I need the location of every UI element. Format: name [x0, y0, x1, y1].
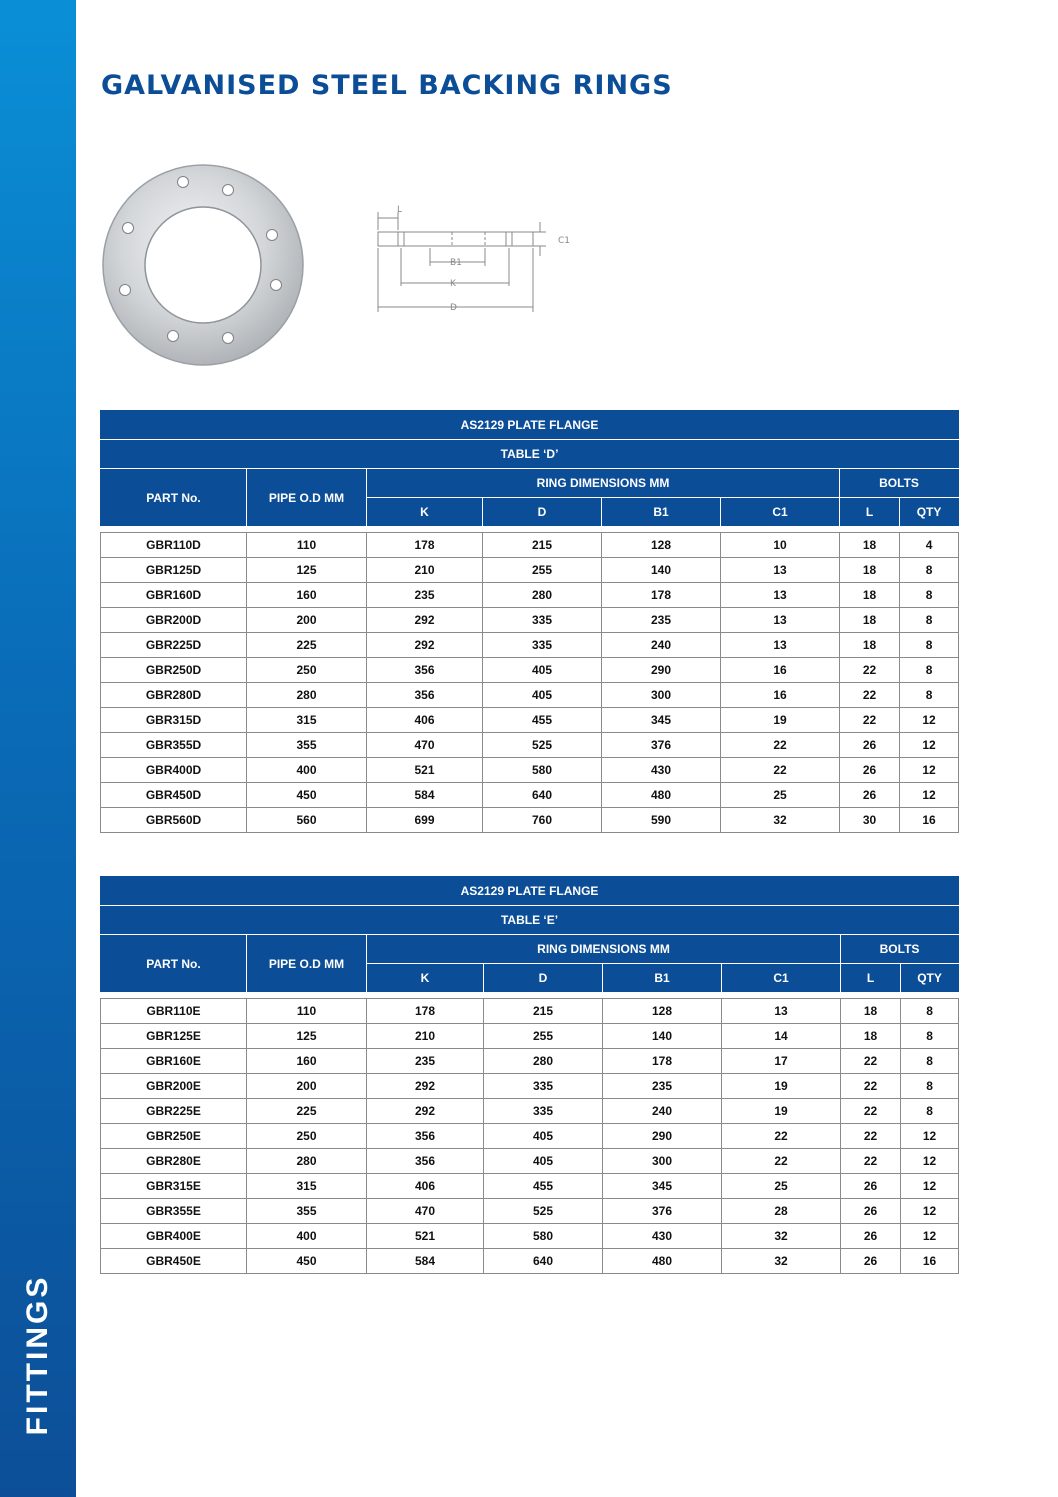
cell-d: 640 — [484, 1249, 603, 1274]
cell-bolt-qty: 12 — [900, 733, 959, 758]
cell-k: 470 — [367, 1199, 484, 1224]
table-row — [101, 1249, 959, 1274]
cell-k: 210 — [367, 1024, 484, 1049]
table-title: AS2129 PLATE FLANGE — [101, 411, 959, 440]
cell-c1: 32 — [721, 808, 840, 833]
cell-b1: 128 — [602, 533, 721, 558]
cell-c1: 13 — [721, 583, 840, 608]
cell-pipe-od: 250 — [247, 658, 367, 683]
cell-bolt-qty: 12 — [901, 1174, 959, 1199]
table-row — [101, 733, 959, 758]
cell-bolt-l: 18 — [840, 558, 900, 583]
cell-part-no: GBR125E — [101, 1024, 247, 1049]
cell-bolt-qty: 8 — [901, 1049, 959, 1074]
cell-bolt-qty: 8 — [900, 658, 959, 683]
cell-part-no: GBR315D — [101, 708, 247, 733]
cell-pipe-od: 355 — [247, 1199, 367, 1224]
cell-bolt-qty: 8 — [900, 683, 959, 708]
cell-d: 215 — [483, 533, 602, 558]
table-row — [101, 708, 959, 733]
cell-k: 584 — [367, 783, 483, 808]
cell-pipe-od: 315 — [247, 708, 367, 733]
cell-bolt-l: 26 — [840, 733, 900, 758]
cell-pipe-od: 200 — [247, 608, 367, 633]
cell-c1: 25 — [721, 783, 840, 808]
cell-bolt-l: 26 — [840, 783, 900, 808]
cell-bolt-qty: 8 — [901, 1074, 959, 1099]
cell-c1: 19 — [722, 1099, 841, 1124]
cell-bolt-qty: 12 — [901, 1224, 959, 1249]
table-row — [101, 1124, 959, 1149]
cell-d: 335 — [484, 1099, 603, 1124]
cell-d: 580 — [483, 758, 602, 783]
cell-c1: 19 — [721, 708, 840, 733]
cell-part-no: GBR280E — [101, 1149, 247, 1174]
cell-c1: 17 — [722, 1049, 841, 1074]
cell-pipe-od: 125 — [247, 1024, 367, 1049]
cell-bolt-l: 22 — [840, 708, 900, 733]
cell-part-no: GBR200E — [101, 1074, 247, 1099]
cell-c1: 19 — [722, 1074, 841, 1099]
cell-bolt-qty: 4 — [900, 533, 959, 558]
cell-k: 292 — [367, 633, 483, 658]
cell-pipe-od: 160 — [247, 1049, 367, 1074]
cell-bolt-l: 22 — [841, 1049, 901, 1074]
table-row — [101, 533, 959, 558]
cell-b1: 430 — [603, 1224, 722, 1249]
cell-bolt-l: 18 — [840, 633, 900, 658]
cell-bolt-l: 30 — [840, 808, 900, 833]
cell-bolt-l: 26 — [841, 1174, 901, 1199]
cell-bolt-qty: 12 — [900, 708, 959, 733]
cell-k: 356 — [367, 1124, 484, 1149]
cell-k: 470 — [367, 733, 483, 758]
cell-bolt-qty: 8 — [901, 1099, 959, 1124]
cell-pipe-od: 400 — [247, 1224, 367, 1249]
diagram-label-b1: B1 — [450, 258, 462, 268]
cell-part-no: GBR250D — [101, 658, 247, 683]
cell-part-no: GBR560D — [101, 808, 247, 833]
cell-bolt-qty: 8 — [900, 633, 959, 658]
table-row — [101, 758, 959, 783]
cell-pipe-od: 560 — [247, 808, 367, 833]
cell-bolt-l: 22 — [841, 1074, 901, 1099]
header-part-no: PART No. — [101, 469, 247, 527]
cell-bolt-l: 26 — [840, 758, 900, 783]
cell-b1: 480 — [602, 783, 721, 808]
cell-k: 178 — [367, 533, 483, 558]
cell-part-no: GBR110E — [101, 999, 247, 1024]
cell-b1: 235 — [603, 1074, 722, 1099]
cell-part-no: GBR160E — [101, 1049, 247, 1074]
cell-d: 760 — [483, 808, 602, 833]
cell-part-no: GBR400E — [101, 1224, 247, 1249]
cell-d: 335 — [483, 608, 602, 633]
cell-pipe-od: 450 — [247, 1249, 367, 1274]
cell-c1: 32 — [722, 1224, 841, 1249]
page-title: GALVANISED STEEL BACKING RINGS — [101, 70, 673, 101]
table-row — [101, 1174, 959, 1199]
cell-d: 255 — [484, 1024, 603, 1049]
cell-pipe-od: 315 — [247, 1174, 367, 1199]
cell-bolt-qty: 12 — [900, 758, 959, 783]
cell-bolt-qty: 8 — [901, 1024, 959, 1049]
table-subtitle: TABLE ‘D’ — [101, 440, 959, 469]
sidebar-label: FITTINGS — [21, 1274, 54, 1436]
table-row — [101, 1024, 959, 1049]
cell-k: 292 — [367, 1074, 484, 1099]
cell-k: 521 — [367, 758, 483, 783]
cell-b1: 235 — [602, 608, 721, 633]
cell-b1: 290 — [603, 1124, 722, 1149]
table-row — [101, 633, 959, 658]
cell-d: 405 — [484, 1149, 603, 1174]
cell-d: 255 — [483, 558, 602, 583]
cell-c1: 13 — [721, 633, 840, 658]
cell-pipe-od: 160 — [247, 583, 367, 608]
table-row — [101, 1099, 959, 1124]
table-row — [101, 1199, 959, 1224]
cell-bolt-l: 18 — [841, 1024, 901, 1049]
cell-part-no: GBR125D — [101, 558, 247, 583]
cell-b1: 240 — [603, 1099, 722, 1124]
cell-c1: 22 — [722, 1149, 841, 1174]
cell-part-no: GBR225D — [101, 633, 247, 658]
cell-b1: 290 — [602, 658, 721, 683]
table-row — [101, 1224, 959, 1249]
cell-c1: 16 — [721, 658, 840, 683]
table-row — [101, 558, 959, 583]
cell-pipe-od: 280 — [247, 683, 367, 708]
header-l: L — [841, 964, 901, 993]
cell-d: 405 — [483, 658, 602, 683]
table-e — [100, 876, 959, 1274]
cell-bolt-l: 26 — [841, 1224, 901, 1249]
cell-pipe-od: 225 — [247, 1099, 367, 1124]
cell-part-no: GBR160D — [101, 583, 247, 608]
cell-k: 235 — [367, 583, 483, 608]
cell-c1: 10 — [721, 533, 840, 558]
cell-bolt-l: 22 — [841, 1099, 901, 1124]
cell-k: 521 — [367, 1224, 484, 1249]
cell-b1: 376 — [603, 1199, 722, 1224]
cell-c1: 28 — [722, 1199, 841, 1224]
cell-pipe-od: 125 — [247, 558, 367, 583]
cell-bolt-l: 26 — [841, 1249, 901, 1274]
cell-bolt-l: 22 — [841, 1124, 901, 1149]
diagram-label-k: K — [450, 279, 456, 289]
header-c1: C1 — [722, 964, 841, 993]
cell-bolt-qty: 8 — [900, 583, 959, 608]
table-row — [101, 608, 959, 633]
cell-d: 280 — [483, 583, 602, 608]
cell-c1: 22 — [721, 758, 840, 783]
header-qty: QTY — [901, 964, 959, 993]
cell-bolt-l: 18 — [840, 583, 900, 608]
table-row — [101, 783, 959, 808]
table-row — [101, 683, 959, 708]
cell-bolt-l: 18 — [841, 999, 901, 1024]
header-k: K — [367, 964, 484, 993]
cell-part-no: GBR355D — [101, 733, 247, 758]
header-b1: B1 — [602, 498, 721, 527]
cell-bolt-qty: 8 — [900, 608, 959, 633]
cell-k: 292 — [367, 1099, 484, 1124]
cell-d: 280 — [484, 1049, 603, 1074]
cell-c1: 13 — [722, 999, 841, 1024]
table-row — [101, 1049, 959, 1074]
cell-bolt-qty: 16 — [900, 808, 959, 833]
cell-b1: 345 — [603, 1174, 722, 1199]
cell-d: 405 — [484, 1124, 603, 1149]
cell-d: 640 — [483, 783, 602, 808]
cell-d: 455 — [483, 708, 602, 733]
cell-b1: 300 — [602, 683, 721, 708]
cell-bolt-qty: 8 — [900, 558, 959, 583]
cell-b1: 140 — [603, 1024, 722, 1049]
cell-bolt-l: 18 — [840, 608, 900, 633]
cell-k: 292 — [367, 608, 483, 633]
table-row — [101, 658, 959, 683]
cell-pipe-od: 110 — [247, 533, 367, 558]
cell-pipe-od: 225 — [247, 633, 367, 658]
cell-pipe-od: 280 — [247, 1149, 367, 1174]
cell-c1: 32 — [722, 1249, 841, 1274]
cell-pipe-od: 450 — [247, 783, 367, 808]
cell-k: 584 — [367, 1249, 484, 1274]
cell-k: 406 — [367, 708, 483, 733]
cell-bolt-qty: 12 — [900, 783, 959, 808]
cell-d: 215 — [484, 999, 603, 1024]
cell-b1: 590 — [602, 808, 721, 833]
cell-bolt-qty: 12 — [901, 1124, 959, 1149]
cell-c1: 22 — [721, 733, 840, 758]
table-row — [101, 1149, 959, 1174]
cell-k: 356 — [367, 1149, 484, 1174]
cell-b1: 480 — [603, 1249, 722, 1274]
cell-part-no: GBR400D — [101, 758, 247, 783]
header-part-no: PART No. — [101, 935, 247, 993]
cell-pipe-od: 355 — [247, 733, 367, 758]
cell-bolt-l: 22 — [840, 683, 900, 708]
header-d: D — [484, 964, 603, 993]
ring-dimension-diagram — [370, 200, 590, 320]
cell-d: 525 — [483, 733, 602, 758]
cell-bolt-l: 22 — [840, 658, 900, 683]
cell-b1: 430 — [602, 758, 721, 783]
cell-part-no: GBR110D — [101, 533, 247, 558]
cell-d: 580 — [484, 1224, 603, 1249]
header-bolts: BOLTS — [840, 469, 959, 498]
cell-k: 178 — [367, 999, 484, 1024]
cell-d: 455 — [484, 1174, 603, 1199]
cell-b1: 178 — [603, 1049, 722, 1074]
table-subtitle: TABLE ‘E’ — [101, 906, 959, 935]
cell-c1: 13 — [721, 608, 840, 633]
cell-part-no: GBR450E — [101, 1249, 247, 1274]
cell-c1: 14 — [722, 1024, 841, 1049]
header-pipe-od: PIPE O.D MM — [247, 935, 367, 993]
cell-part-no: GBR315E — [101, 1174, 247, 1199]
cell-part-no: GBR250E — [101, 1124, 247, 1149]
cell-c1: 13 — [721, 558, 840, 583]
cell-pipe-od: 250 — [247, 1124, 367, 1149]
cell-b1: 128 — [603, 999, 722, 1024]
cell-pipe-od: 200 — [247, 1074, 367, 1099]
header-bolts: BOLTS — [841, 935, 959, 964]
table-row — [101, 1074, 959, 1099]
diagram-label-d: D — [450, 303, 457, 313]
cell-c1: 22 — [722, 1124, 841, 1149]
header-d: D — [483, 498, 602, 527]
header-b1: B1 — [603, 964, 722, 993]
cell-b1: 240 — [602, 633, 721, 658]
header-qty: QTY — [900, 498, 959, 527]
cell-bolt-qty: 12 — [901, 1199, 959, 1224]
cell-part-no: GBR280D — [101, 683, 247, 708]
cell-b1: 300 — [603, 1149, 722, 1174]
cell-bolt-qty: 16 — [901, 1249, 959, 1274]
header-l: L — [840, 498, 900, 527]
cell-k: 699 — [367, 808, 483, 833]
cell-d: 525 — [484, 1199, 603, 1224]
cell-part-no: GBR225E — [101, 1099, 247, 1124]
sidebar-band — [0, 0, 76, 1497]
backing-ring-photo — [98, 160, 308, 370]
cell-pipe-od: 400 — [247, 758, 367, 783]
cell-d: 405 — [483, 683, 602, 708]
cell-b1: 376 — [602, 733, 721, 758]
cell-pipe-od: 110 — [247, 999, 367, 1024]
table-d — [100, 410, 959, 833]
cell-c1: 16 — [721, 683, 840, 708]
table-row — [101, 808, 959, 833]
cell-k: 235 — [367, 1049, 484, 1074]
cell-part-no: GBR355E — [101, 1199, 247, 1224]
cell-bolt-l: 18 — [840, 533, 900, 558]
cell-b1: 140 — [602, 558, 721, 583]
diagram-label-c1: C1 — [558, 236, 571, 246]
cell-k: 356 — [367, 683, 483, 708]
cell-k: 210 — [367, 558, 483, 583]
cell-bolt-qty: 12 — [901, 1149, 959, 1174]
cell-d: 335 — [483, 633, 602, 658]
cell-k: 356 — [367, 658, 483, 683]
header-ring-dimensions: RING DIMENSIONS MM — [367, 469, 840, 498]
cell-part-no: GBR450D — [101, 783, 247, 808]
header-pipe-od: PIPE O.D MM — [247, 469, 367, 527]
diagram-label-l: L — [397, 205, 403, 215]
cell-d: 335 — [484, 1074, 603, 1099]
cell-part-no: GBR200D — [101, 608, 247, 633]
table-row — [101, 999, 959, 1024]
cell-bolt-l: 26 — [841, 1199, 901, 1224]
cell-k: 406 — [367, 1174, 484, 1199]
table-row — [101, 583, 959, 608]
cell-b1: 345 — [602, 708, 721, 733]
cell-b1: 178 — [602, 583, 721, 608]
cell-bolt-qty: 8 — [901, 999, 959, 1024]
cell-c1: 25 — [722, 1174, 841, 1199]
header-c1: C1 — [721, 498, 840, 527]
cell-bolt-l: 22 — [841, 1149, 901, 1174]
header-k: K — [367, 498, 483, 527]
table-title: AS2129 PLATE FLANGE — [101, 877, 959, 906]
header-ring-dimensions: RING DIMENSIONS MM — [367, 935, 841, 964]
